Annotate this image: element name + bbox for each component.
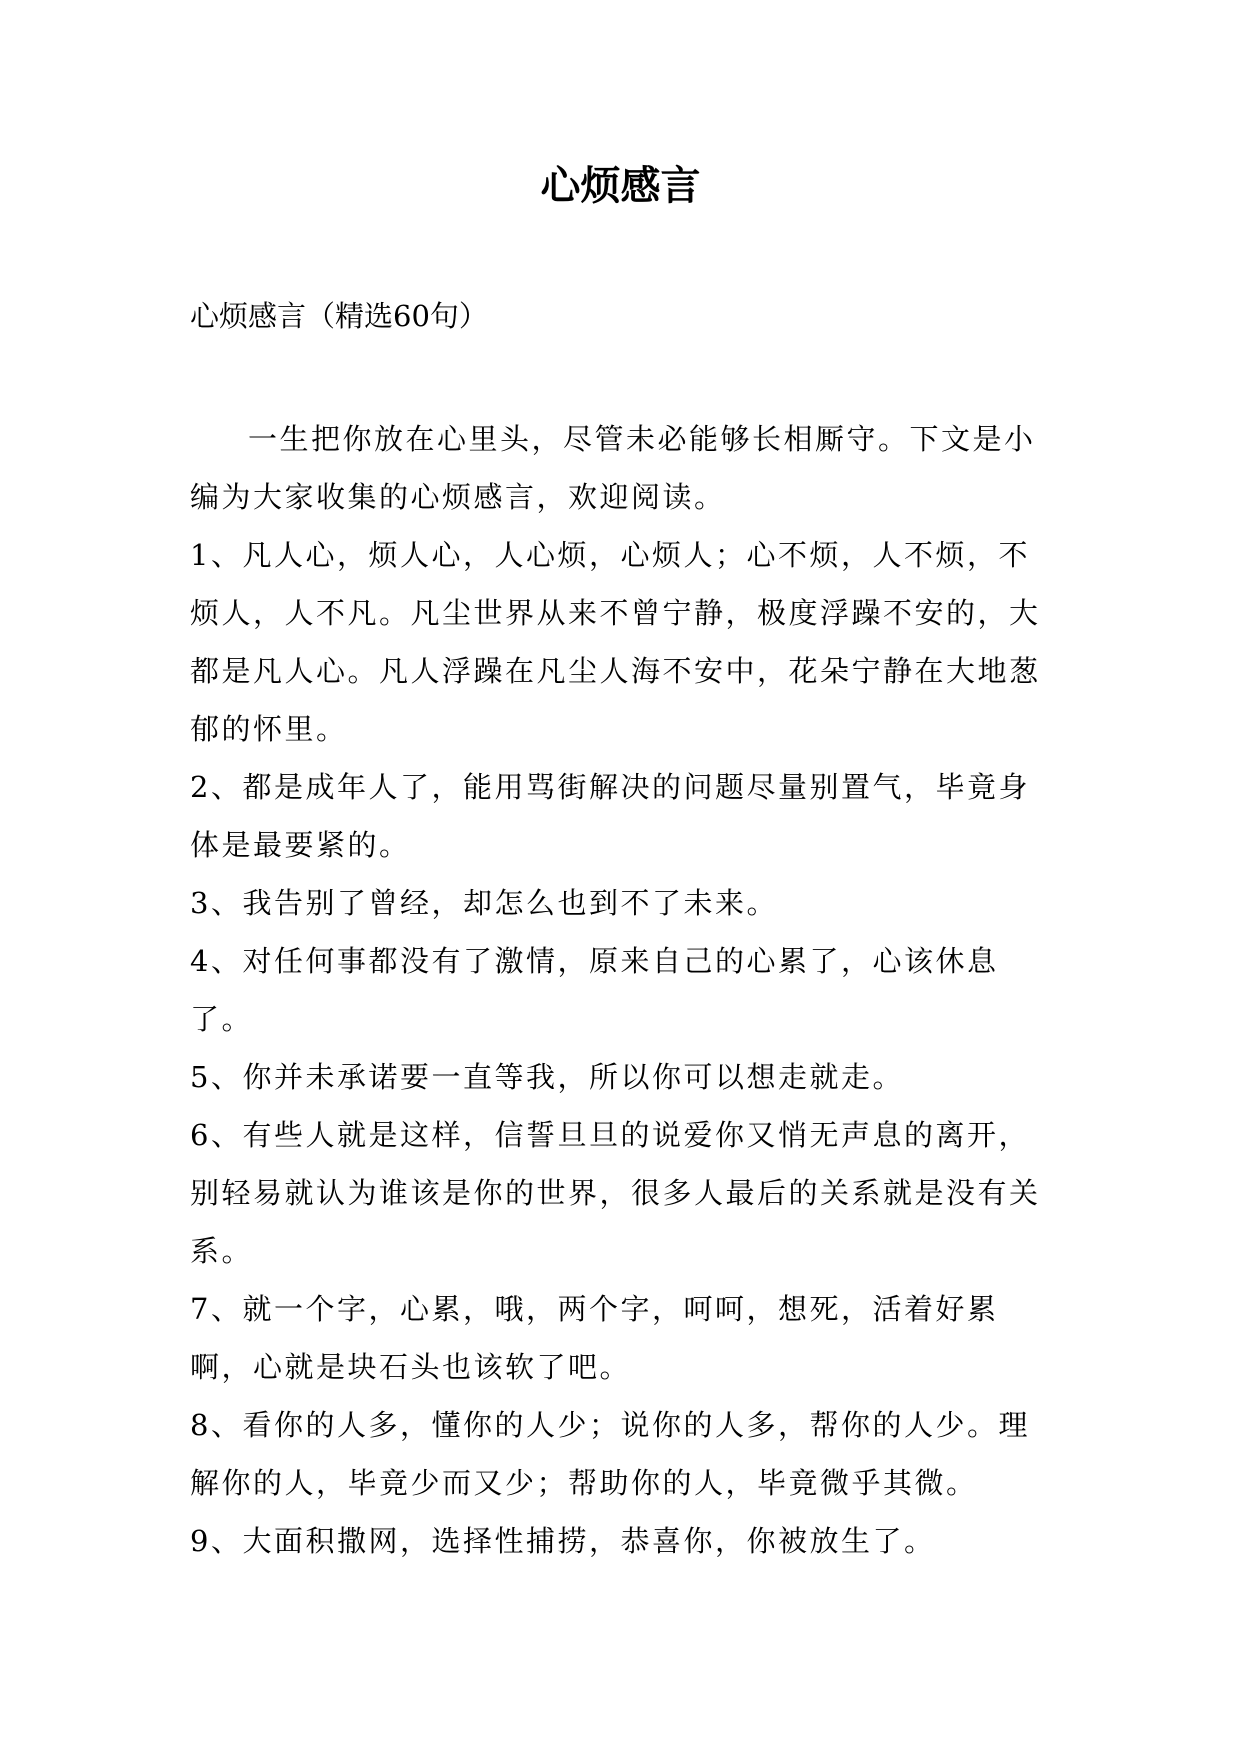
page-title: 心烦感言 bbox=[540, 162, 701, 209]
quote-item-6: 6、有些人就是这样，信誓旦旦的说爱你又悄无声息的离开，别轻易就认为谁该是你的世界，很多人最后的关系就是没有关系。 bbox=[190, 1118, 1041, 1268]
quote-item-1: 1、凡人心，烦人心，人心烦，心烦人；心不烦，人不烦，不烦人，人不凡。凡尘世界从来不曾宁静，极度浮躁不安的，大都是凡人心。凡人浮躁在凡尘人海不安中，花朵宁静在大地葱郁的怀里。 bbox=[190, 538, 1041, 746]
quote-item-3: 3、我告别了曾经，却怎么也到不了未来。 bbox=[190, 886, 778, 920]
document-subtitle: 心烦感言（精选60句） bbox=[190, 299, 488, 333]
quote-item-2: 2、都是成年人了，能用骂街解决的问题尽量别置气，毕竟身体是最要紧的。 bbox=[190, 770, 1030, 862]
quote-item-4: 4、对任何事都没有了激情，原来自己的心累了，心该休息了。 bbox=[190, 944, 999, 1036]
intro-paragraph: 一生把你放在心里头，尽管未必能够长相厮守。下文是小编为大家收集的心烦感言，欢迎阅读。 bbox=[190, 422, 1036, 514]
quote-item-9: 9、大面积撒网，选择性捕捞，恭喜你，你被放生了。 bbox=[190, 1524, 936, 1558]
quote-item-7: 7、就一个字，心累，哦，两个字，呵呵，想死，活着好累啊，心就是块石头也该软了吧。 bbox=[190, 1292, 999, 1384]
document-body bbox=[190, 410, 1060, 1570]
quote-item-5: 5、你并未承诺要一直等我，所以你可以想走就走。 bbox=[190, 1060, 904, 1094]
quote-item-8: 8、看你的人多，懂你的人少；说你的人多，帮你的人少。理解你的人，毕竟少而又少；帮助你的人，毕竟微乎其微。 bbox=[190, 1408, 1030, 1500]
